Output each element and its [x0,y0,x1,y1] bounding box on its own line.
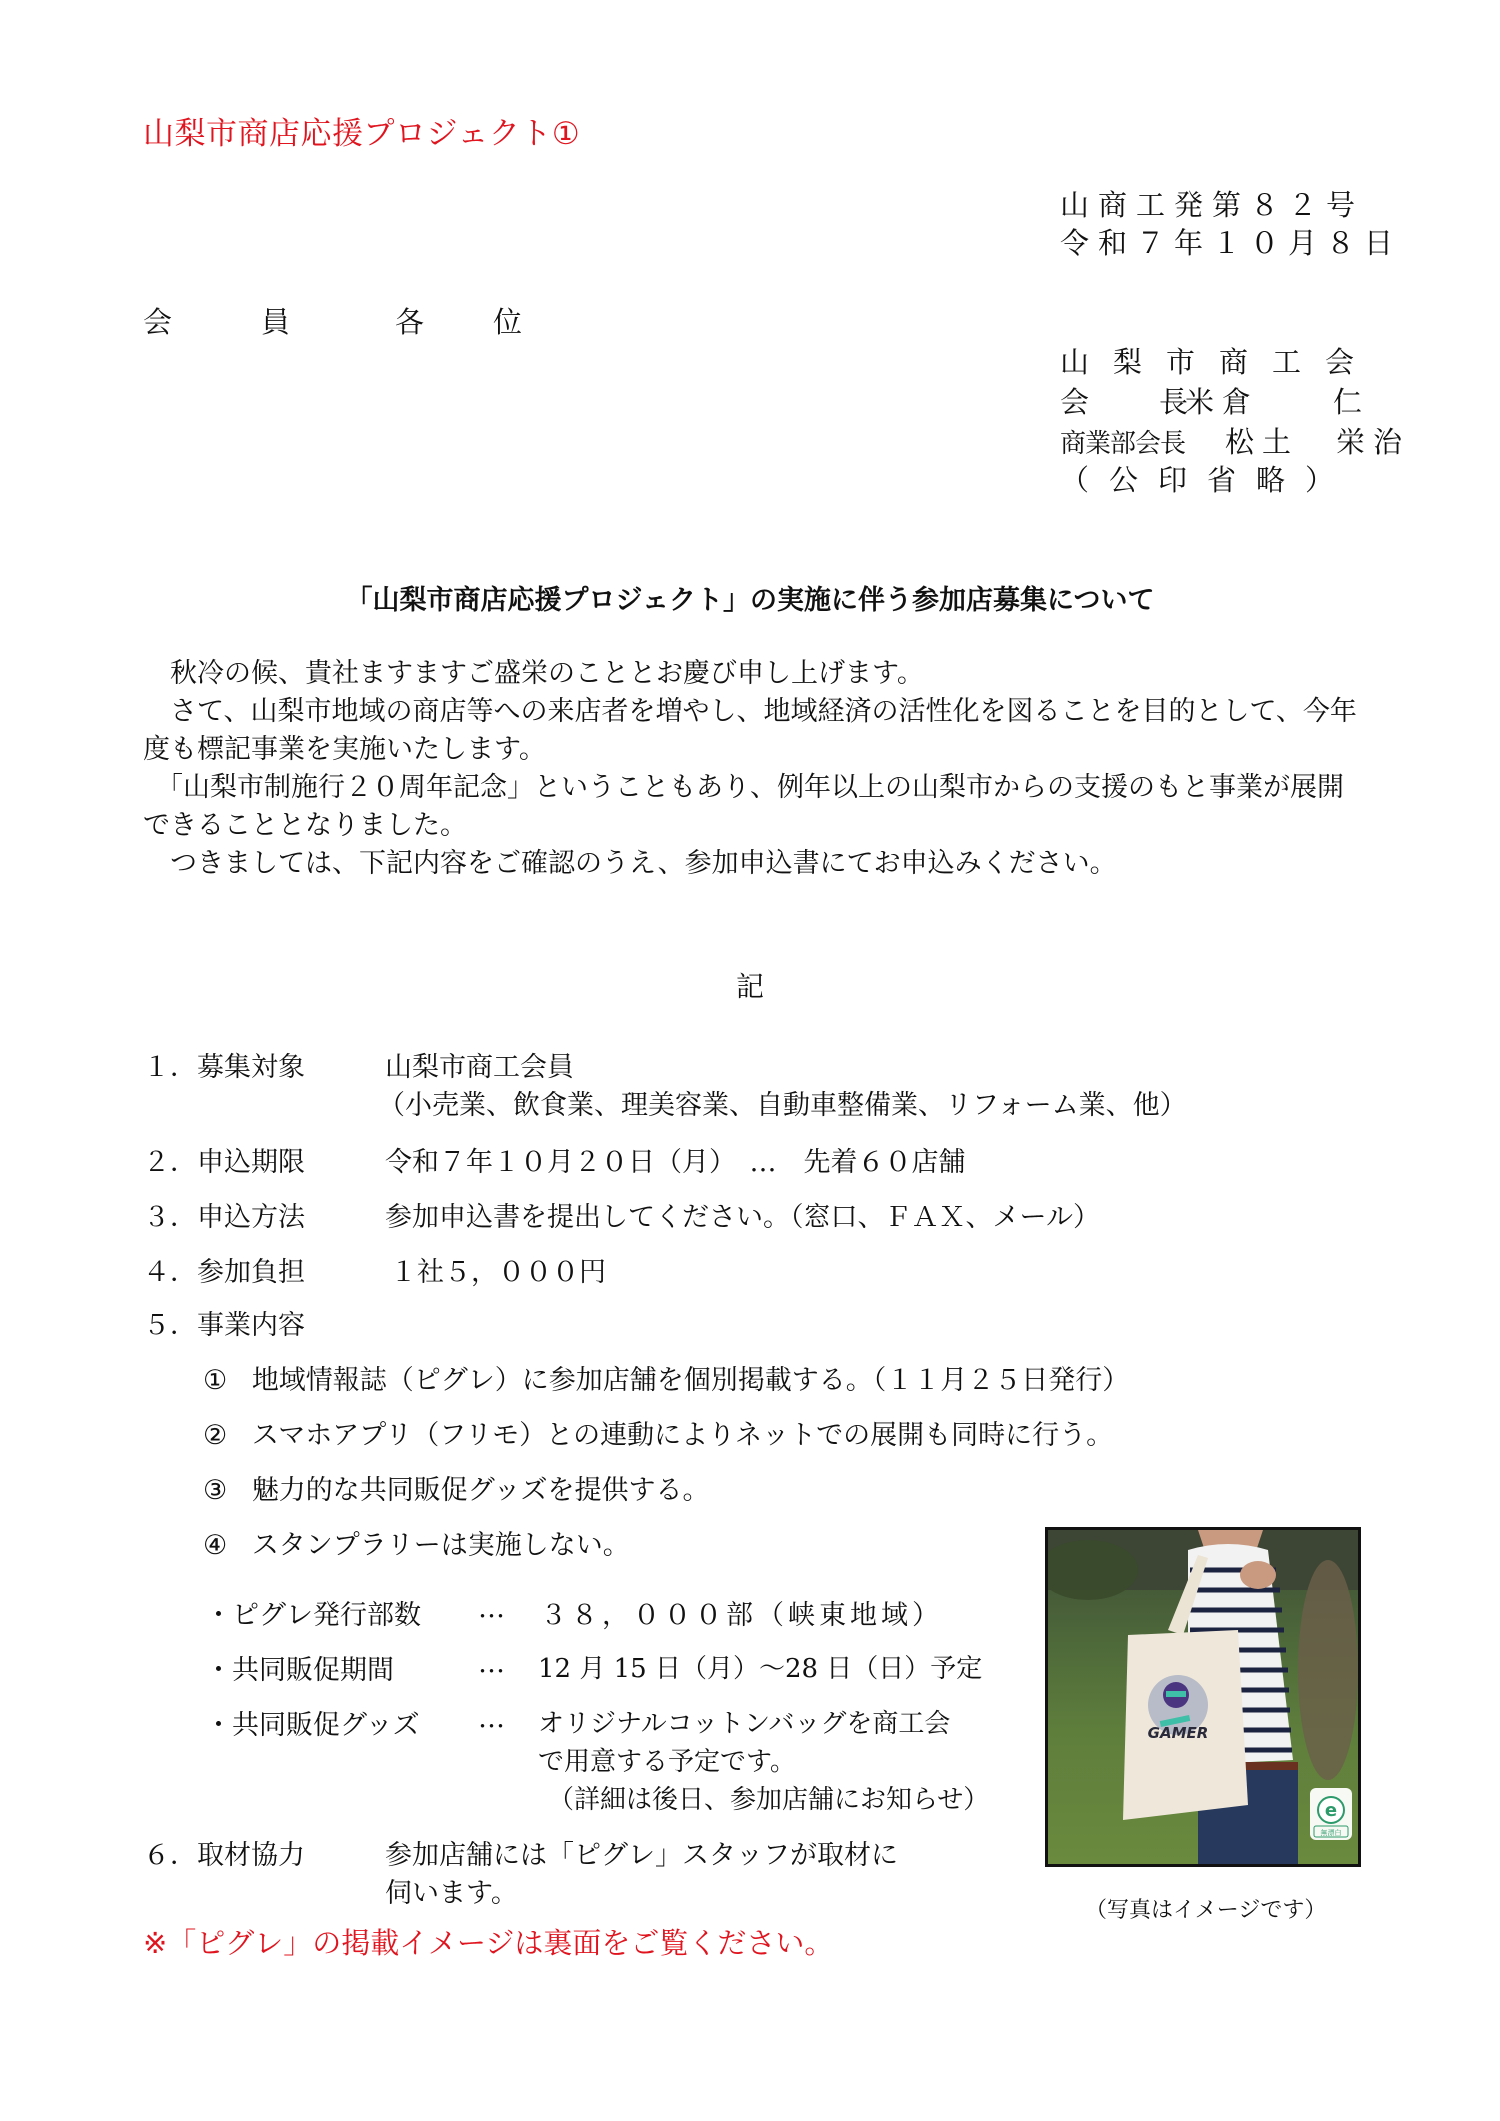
chair-title: 会 長 [1060,385,1193,419]
business-content-item [203,1468,709,1507]
detail-label: ・共同販促期間 [205,1655,394,1686]
content-marker: ② [203,1420,228,1451]
eco-badge-text: 無漂白 [1320,1829,1342,1837]
document-title: 「山梨市商店応援プロジェクト」の実施に伴う参加店募集について [345,585,1155,616]
detail-value-line3: （詳細は後日、参加店舗にお知らせ） [548,1785,990,1815]
seal-omitted-note: （公印省略） [1060,463,1355,497]
sender-organization: 山梨市商工会 [1060,345,1379,379]
item-value-line2: 伺います。 [385,1878,518,1909]
body-paragraph: 「山梨市制施行２０周年記念」ということもあり、例年以上の山梨市からの支援のもと事業が展開できることとなりました。 [143,772,1344,841]
addressee-honorific: 各 位 [395,305,543,339]
tote-bag-photo [1045,1527,1361,1867]
body-paragraph: 秋冷の候、貴社ますますご盛栄のこととお慶び申し上げます。 [170,658,924,689]
body-paragraph: さて、山梨市地域の商店等への来店者を増やし、地域経済の活性化を図ることを目的として、今年度も標記事業を実施いたします。 [143,696,1357,765]
bag-print-text: GAMER [1147,1724,1209,1742]
item-label: ２．申込期限 [143,1147,305,1178]
content-text: スタンプラリーは実施しない。 [251,1530,630,1561]
photo-illustration [1048,1530,1358,1864]
item-value: 令和７年１０月２０日（月） … 先着６０店舗 [385,1147,966,1178]
detail-separator: … [478,1703,505,1734]
project-header: 山梨市商店応援プロジェクト① [143,116,581,152]
detail-value-line2: で用意する予定です。 [538,1747,796,1777]
content-text: 地域情報誌（ピグレ）に参加店舗を個別掲載する。（１１月２５日発行） [251,1365,1130,1396]
addressee-recipient: 会 員 [143,305,321,339]
detail-separator: … [478,1648,505,1679]
sender-chair [1060,380,1370,421]
content-marker: ④ [203,1530,228,1561]
sender-dept-head [1060,420,1410,461]
business-content-item [203,1358,1129,1397]
item-detail: （小売業、飲食業、理美容業、自動車整備業、リフォーム業、他） [378,1090,1187,1121]
detail-value: オリジナルコットンバッグを商工会 [538,1709,951,1739]
content-text: 魅力的な共同販促グッズを提供する。 [251,1475,710,1506]
photo-caption: （写真はイメージです） [1085,1898,1327,1923]
chair-name: 米倉 仁 [1185,385,1371,419]
item-label: ３．申込方法 [143,1202,305,1233]
detail-label: ・ピグレ発行部数 [205,1600,421,1631]
item-label: １．募集対象 [143,1052,305,1083]
detail-label: ・共同販促グッズ [205,1710,420,1741]
item-value: 参加申込書を提出してください。（窓口、ＦＡＸ、メール） [385,1202,1100,1233]
ki-heading: 記 [735,970,764,1003]
addressee [143,300,542,341]
content-marker: ① [203,1365,228,1396]
item-value: 山梨市商工会員 [385,1052,574,1083]
dept-name: 松土 栄治 [1225,425,1411,459]
item-label: ６．取材協力 [143,1840,305,1871]
item-value: １社５，０００円 [390,1257,606,1288]
body-paragraph: つきましては、下記内容をご確認のうえ、参加申込書にてお申込みください。 [170,848,1117,879]
content-text: スマホアプリ（フリモ）との連動によりネットでの展開も同時に行う。 [251,1420,1114,1451]
detail-value: 12 月 15 日（月）～28 日（日）予定 [538,1654,983,1684]
business-content-item [203,1413,1113,1452]
item-value: 参加店舗には「ピグレ」スタッフが取材に [385,1840,898,1871]
document-date: 令和７年１０月８日 [1060,226,1403,260]
detail-separator: … [478,1593,505,1624]
dept-title: 商業部会長 [1060,429,1186,459]
item-label: ５．事業内容 [143,1310,305,1341]
content-marker: ③ [203,1475,228,1506]
business-content-item [203,1523,630,1562]
footnote: ※「ピグレ」の掲載イメージは裏面をご覧ください。 [143,1926,834,1960]
item-label: ４．参加負担 [143,1257,305,1288]
svg-text:e: e [1324,1800,1338,1821]
detail-value: ３８，０００部（峡東地域） [540,1600,943,1631]
document-number: 山商工発第８２号 [1060,188,1365,222]
